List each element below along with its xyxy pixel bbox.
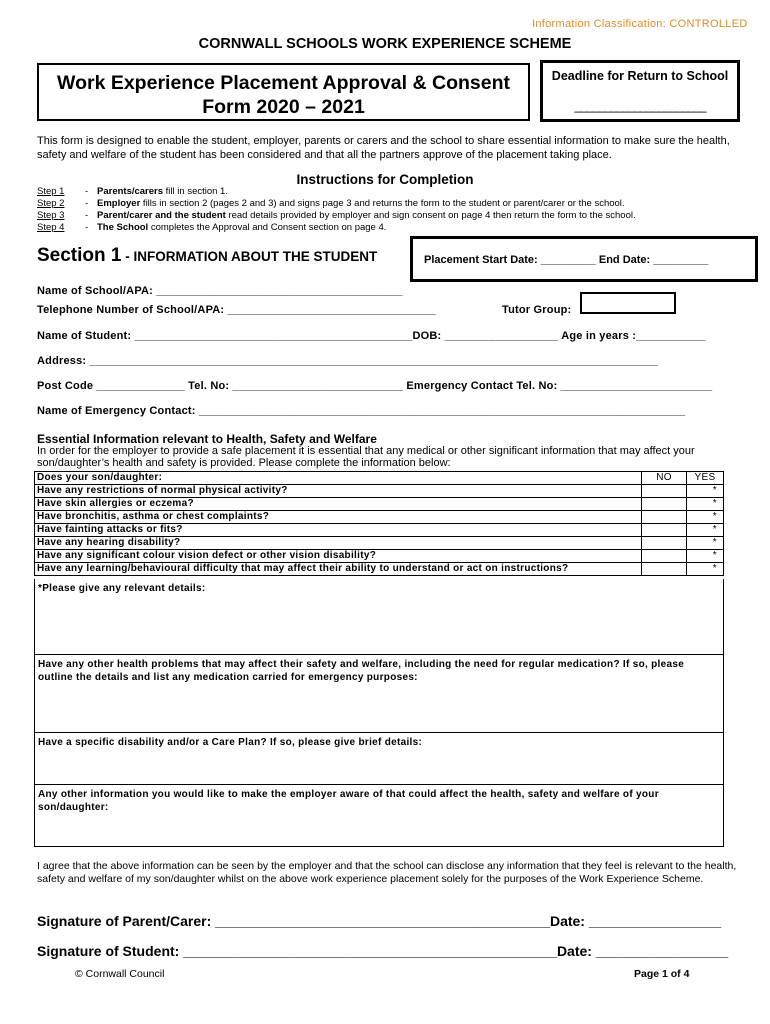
school-telephone-field[interactable]: Telephone Number of School/APA: _________________________________ (37, 304, 437, 316)
health-question: Have any learning/behavioural difficulty that may affect their ability to understand or act on instructions? (35, 563, 642, 576)
step-label: Step 1 (37, 186, 65, 197)
table-row (35, 550, 724, 563)
step-actor: Parents/carers (97, 186, 164, 197)
health-table (34, 471, 724, 576)
essential-info-heading: Essential Information relevant to Health, Safety and Welfare (37, 432, 377, 446)
section1-title: Section 1 (37, 245, 122, 266)
address-field[interactable]: Address: __________________________________________________________________________________________ (37, 355, 659, 367)
deadline-box (540, 60, 740, 122)
no-cell[interactable] (642, 498, 687, 511)
relevant-details-box[interactable] (34, 579, 724, 655)
tutor-group-label: Tutor Group: (502, 304, 572, 316)
no-cell[interactable] (642, 563, 687, 576)
yes-cell[interactable]: * (687, 550, 724, 563)
relevant-details-prompt: *Please give any relevant details: (38, 583, 206, 594)
health-question: Have bronchitis, asthma or chest complaints? (35, 511, 642, 524)
health-question: Have any significant colour vision defect or other vision disability? (35, 550, 642, 563)
page-number: Page 1 of 4 (634, 968, 690, 980)
no-cell[interactable] (642, 550, 687, 563)
deadline-field[interactable]: ______________________ (574, 99, 706, 113)
table-row (35, 563, 724, 576)
section1-subtitle: - INFORMATION ABOUT THE STUDENT (121, 249, 378, 264)
table-row (35, 537, 724, 550)
step-text: fill in section 1. (163, 186, 228, 197)
other-info-box[interactable] (34, 785, 724, 847)
step-row: Step 4 - The School completes the Approval and Consent section on page 4. (37, 222, 387, 233)
form-title-box (37, 63, 530, 121)
yes-cell[interactable]: * (687, 537, 724, 550)
no-cell[interactable] (642, 524, 687, 537)
form-title-line1: Work Experience Placement Approval & Consent (57, 72, 510, 94)
table-row (35, 524, 724, 537)
emergency-contact-field[interactable]: Name of Emergency Contact: _____________________________________________________________________________ (37, 405, 686, 417)
question-header: Does your son/daughter: (35, 472, 642, 485)
copyright-footer: © Cornwall Council (75, 968, 165, 980)
health-question: Have fainting attacks or fits? (35, 524, 642, 537)
instruction-steps (37, 186, 636, 234)
disability-prompt: Have a specific disability and/or a Care Plan? If so, please give brief details: (38, 737, 423, 748)
no-cell[interactable] (642, 537, 687, 550)
parent-signature-field[interactable]: Signature of Parent/Carer: ___________________________________________Date: _________________ (37, 913, 722, 929)
disability-box[interactable] (34, 733, 724, 785)
yes-cell[interactable]: * (687, 511, 724, 524)
student-details-field[interactable]: Name of Student: ____________________________________________DOB: __________________ Age in years :___________ (37, 330, 706, 342)
step-label: Step 2 (37, 198, 65, 209)
school-name-field[interactable]: Name of School/APA: _______________________________________ (37, 285, 403, 297)
yes-cell[interactable]: * (687, 524, 724, 537)
no-cell[interactable] (642, 511, 687, 524)
student-signature-field[interactable]: Signature of Student: ________________________________________________Date: _________________ (37, 943, 729, 959)
step-row: Step 1 - Parents/carers fill in section 1. (37, 186, 228, 197)
other-health-box[interactable] (34, 655, 724, 733)
classification-label: Information Classification: CONTROLLED (532, 18, 748, 30)
step-actor: Employer (97, 198, 141, 209)
step-text: completes the Approval and Consent section on page 4. (148, 222, 387, 233)
step-label: Step 4 (37, 222, 65, 233)
step-row: Step 2 - Employer fills in section 2 (pages 2 and 3) and signs page 3 and returns the form to the student or parent/carer or the school. (37, 198, 625, 209)
placement-dates-box[interactable] (410, 236, 758, 282)
step-text: read details provided by employer and sign consent on page 4 then return the form to the school. (225, 210, 636, 221)
yes-header: YES (687, 472, 724, 485)
intro-paragraph: This form is designed to enable the student, employer, parents or carers and the school to share essential information to make sure the health, safety and welfare of the student has been considered and that all the partners approve of the placement taking place. (37, 135, 730, 161)
scheme-title: CORNWALL SCHOOLS WORK EXPERIENCE SCHEME (198, 36, 572, 52)
no-header: NO (642, 472, 687, 485)
essential-info-text: In order for the employer to provide a safe placement it is essential that any medical or other significant information that may affect your son/daughter’s health and safety is provided. Please complete the information below: (37, 445, 695, 469)
other-info-prompt: Any other information you would like to make the employer aware of that could affect the health, safety and welfare of your son/daughter: (38, 789, 659, 813)
health-question: Have any hearing disability? (35, 537, 642, 550)
step-label: Step 3 (37, 210, 65, 221)
step-row: Step 3 - Parent/carer and the student read details provided by employer and sign consent on page 4 then return the form to the school. (37, 210, 636, 221)
agreement-text: I agree that the above information can be seen by the employer and that the school can disclose any information that they feel is relevant to the health, safety and welfare of my son/daughter whilst on the above work experience placement solely for the purposes of the Work Experience Scheme. (37, 860, 737, 885)
health-question: Have skin allergies or eczema? (35, 498, 642, 511)
table-row (35, 485, 724, 498)
form-title-line2: Form 2020 – 2021 (202, 96, 365, 118)
step-text: fills in section 2 (pages 2 and 3) and signs page 3 and returns the form to the student or parent/carer or the school. (140, 198, 625, 209)
yes-cell[interactable]: * (687, 563, 724, 576)
yes-cell[interactable]: * (687, 485, 724, 498)
yes-cell[interactable]: * (687, 498, 724, 511)
postcode-tel-field[interactable]: Post Code ______________ Tel. No: ___________________________ Emergency Contact Tel. No: ________________________ (37, 380, 713, 392)
table-header-row (35, 472, 724, 485)
no-cell[interactable] (642, 485, 687, 498)
other-health-prompt: Have any other health problems that may affect their safety and welfare, including the need for regular medication? If so, please outline the details and list any medication carried for emergency purposes: (38, 659, 685, 683)
tutor-group-input[interactable] (580, 292, 676, 314)
table-row (35, 511, 724, 524)
table-row (35, 498, 724, 511)
instructions-heading: Instructions for Completion (296, 172, 474, 187)
health-question: Have any restrictions of normal physical activity? (35, 485, 642, 498)
step-actor: Parent/carer and the student (97, 210, 226, 221)
step-actor: The School (97, 222, 149, 233)
placement-dates-field[interactable]: Placement Start Date: _________ End Date: _________ (424, 254, 709, 266)
deadline-label: Deadline for Return to School (551, 69, 729, 83)
section1-heading (37, 245, 377, 267)
